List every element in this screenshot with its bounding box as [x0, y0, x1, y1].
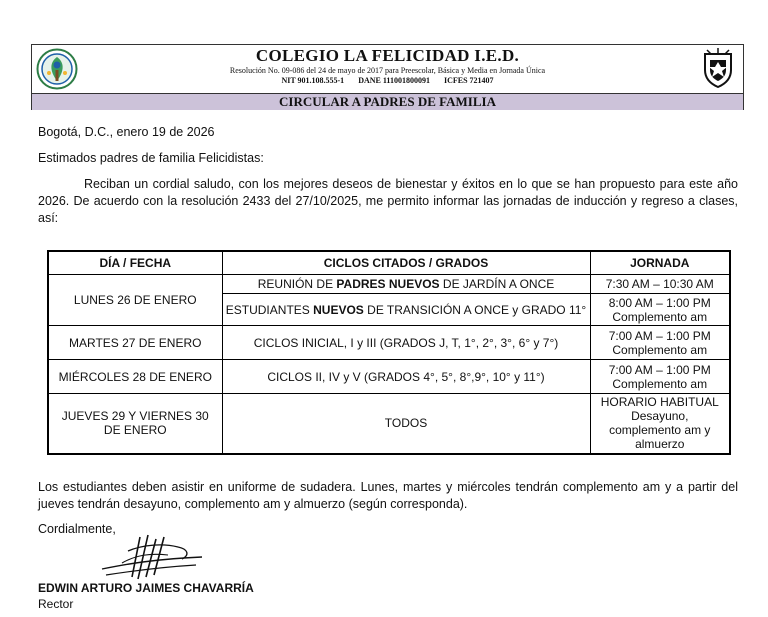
institution-ids	[32, 76, 743, 85]
circular-title: CIRCULAR A PADRES DE FAMILIA	[32, 93, 743, 110]
row2-note: Complemento am	[612, 342, 708, 357]
row1-time-students	[590, 294, 730, 326]
row1-a-pre: REUNIÓN DE	[257, 277, 337, 291]
table-row	[48, 275, 730, 294]
row1-a-bold: PADRES NUEVOS	[336, 277, 440, 291]
uniform-note: Los estudiantes deben asistir en uniforme de sudadera. Lunes, martes y miércoles tendrán complemento am y a partir del jueves tendrán desayuno, complemento am y almuerzo (según corresponda).	[38, 480, 738, 511]
school-name: COLEGIO LA FELICIDAD I.E.D.	[255, 46, 520, 65]
row3-time-value: 7:00 AM – 1:00 PM	[608, 362, 711, 377]
signer-name: EDWIN ARTURO JAIMES CHAVARRÍA	[38, 581, 254, 595]
row4-time-value: HORARIO HABITUAL	[600, 395, 719, 410]
farewell: Cordialmente,	[38, 522, 116, 536]
resolution-text: Resolución No. 09-086 del 24 de mayo de 2017 para Preescolar, Básica y Media en Jornada Única	[229, 66, 546, 75]
header-date: DÍA / FECHA	[48, 251, 222, 275]
letter-intro: Reciban un cordial saludo, con los mejores deseos de bienestar y éxitos en lo que se han propuesto para este año 2026. De acuerdo con la resolución 2433 del 27/10/2025, me permito informar las jornadas de inducción y regreso a clases, así:	[38, 177, 738, 225]
row1-cycles-students	[222, 294, 590, 326]
row4-cycles: TODOS	[222, 394, 590, 454]
row3-note: Complemento am	[612, 376, 708, 391]
row1-b-note: Complemento am	[612, 309, 708, 324]
row1-b-pre: ESTUDIANTES	[225, 302, 314, 317]
row1-cycles-parents	[222, 275, 590, 294]
row2-time	[590, 326, 730, 360]
row1-time-parents: 7:30 AM – 10:30 AM	[590, 275, 730, 294]
dane-number: DANE 111001800091	[358, 76, 430, 85]
letter-date: Bogotá, D.C., enero 19 de 2026	[38, 125, 215, 139]
signer-role: Rector	[38, 597, 74, 611]
row4-time	[590, 394, 730, 454]
letter-greeting: Estimados padres de familia Felicidistas:	[38, 151, 264, 165]
table-row	[48, 360, 730, 394]
row3-cycles: CICLOS II, IV y V (GRADOS 4°, 5°, 8°,9°, 10° y 11°)	[222, 360, 590, 394]
header-schedule: JORNADA	[590, 251, 730, 275]
table-row	[48, 394, 730, 454]
table-header-row	[48, 251, 730, 275]
icfes-number: ICFES 721407	[443, 76, 494, 85]
row3-date: MIÉRCOLES 28 DE ENERO	[48, 360, 222, 394]
letterhead-top	[32, 45, 743, 93]
header-cycles: CICLOS CITADOS / GRADOS	[222, 251, 590, 275]
row1-date: LUNES 26 DE ENERO	[48, 275, 222, 326]
signature-image	[92, 529, 212, 585]
bogota-coat-of-arms-icon	[701, 48, 735, 88]
row2-date: MARTES 27 DE ENERO	[48, 326, 222, 360]
row1-b-bold: NUEVOS	[313, 302, 364, 317]
row1-b-time: 8:00 AM – 1:00 PM	[608, 295, 711, 310]
row1-a-post: DE JARDÍN A ONCE	[439, 277, 555, 291]
row4-date: JUEVES 29 Y VIERNES 30 DE ENERO	[48, 394, 222, 454]
row2-time-value: 7:00 AM – 1:00 PM	[608, 328, 711, 343]
row2-cycles: CICLOS INICIAL, I y III (GRADOS J, T, 1°, 2°, 3°, 6° y 7°)	[222, 326, 590, 360]
row3-time	[590, 360, 730, 394]
row4-note: Desayuno, complemento am y almuerzo	[609, 409, 711, 452]
table-row	[48, 326, 730, 360]
schedule-table	[47, 250, 731, 455]
letterhead	[31, 44, 744, 110]
row1-b-post: DE TRANSICIÓN A ONCE y GRADO 11°	[363, 302, 587, 317]
nit-number: NIT 901.108.555-1	[281, 76, 345, 85]
